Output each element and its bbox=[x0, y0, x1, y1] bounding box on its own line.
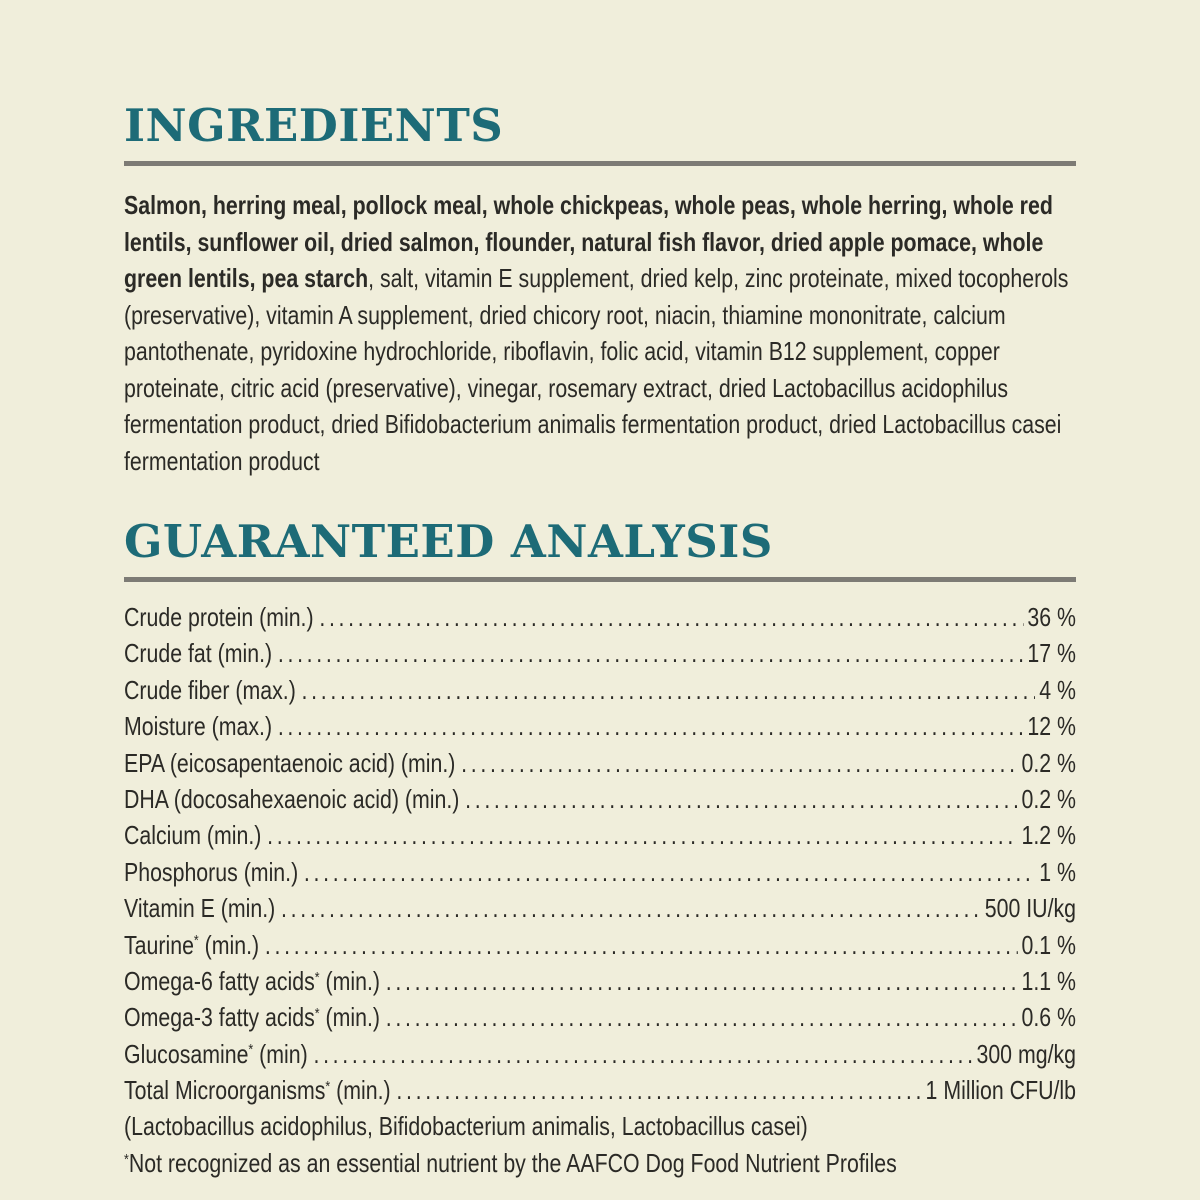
analysis-row bbox=[124, 817, 1076, 853]
analysis-row-label: EPA (eicosapentaenoic acid) (min.) bbox=[124, 747, 456, 778]
analysis-row-label: Omega-3 fatty acids* (min.) bbox=[124, 1002, 381, 1033]
dot-leader bbox=[278, 708, 1024, 745]
analysis-row-label: Taurine* (min.) bbox=[124, 929, 260, 960]
microorganisms-note: (Lactobacillus acidophilus, Bifidobacterium animalis, Lactobacillus casei) bbox=[124, 1111, 808, 1142]
analysis-row bbox=[124, 781, 1076, 817]
analysis-row-value: 36 % bbox=[1027, 602, 1077, 632]
analysis-row-value: 0.6 % bbox=[1021, 1002, 1077, 1033]
label-asterisk: * bbox=[248, 1041, 254, 1059]
analysis-row-label: Crude fat (min.) bbox=[124, 638, 273, 669]
analysis-row bbox=[124, 1072, 1076, 1108]
analysis-row bbox=[124, 672, 1076, 708]
label-asterisk: * bbox=[314, 968, 320, 986]
label-asterisk: * bbox=[325, 1077, 331, 1095]
analysis-row-value: 1 Million CFU/lb bbox=[925, 1075, 1077, 1106]
aafco-footnote-text: Not recognized as an essential nutrient by the AAFCO Dog Food Nutrient Profiles bbox=[128, 1147, 897, 1178]
analysis-row bbox=[124, 927, 1076, 963]
dot-leader bbox=[461, 745, 1017, 782]
dot-leader bbox=[265, 927, 1017, 964]
analysis-row-label: DHA (docosahexaenoic acid) (min.) bbox=[124, 783, 460, 814]
analysis-row-label: Glucosamine* (min) bbox=[124, 1038, 308, 1069]
dot-leader bbox=[465, 781, 1017, 818]
analysis-row-value: 1.2 % bbox=[1021, 820, 1077, 851]
dot-leader bbox=[278, 635, 1023, 672]
analysis-row-value: 0.2 % bbox=[1021, 747, 1077, 778]
analysis-row-label: Calcium (min.) bbox=[124, 820, 262, 851]
analysis-row-value: 1.1 % bbox=[1021, 965, 1077, 996]
label-asterisk: * bbox=[193, 932, 199, 950]
analysis-row-label: Vitamin E (min.) bbox=[124, 893, 276, 924]
analysis-row-value: 300 mg/kg bbox=[976, 1038, 1077, 1069]
ingredients-heading: INGREDIENTS bbox=[124, 99, 504, 152]
dot-leader bbox=[267, 817, 1017, 854]
analysis-row bbox=[124, 890, 1076, 926]
analysis-row-label: Omega-6 fatty acids* (min.) bbox=[124, 965, 381, 996]
analysis-row-value: 12 % bbox=[1027, 711, 1077, 742]
analysis-row bbox=[124, 599, 1076, 635]
analysis-table bbox=[124, 599, 1076, 1108]
analysis-row bbox=[124, 635, 1076, 671]
analysis-row-value: 0.1 % bbox=[1021, 929, 1077, 960]
analysis-row-value: 4 % bbox=[1039, 674, 1077, 705]
analysis-row-value: 1 % bbox=[1039, 856, 1077, 887]
footnote-asterisk: * bbox=[124, 1150, 129, 1168]
analysis-row bbox=[124, 963, 1076, 999]
dot-leader bbox=[319, 599, 1023, 636]
analysis-row bbox=[124, 745, 1076, 781]
aafco-footnote bbox=[124, 1145, 1076, 1181]
dot-leader bbox=[396, 1072, 921, 1109]
analysis-row bbox=[124, 999, 1076, 1035]
analysis-row bbox=[124, 1036, 1076, 1072]
analysis-row-value: 0.2 % bbox=[1021, 783, 1077, 814]
analysis-row-label: Crude fiber (max.) bbox=[124, 674, 296, 705]
dot-leader bbox=[302, 672, 1036, 709]
analysis-row bbox=[124, 854, 1076, 890]
ingredients-secondary-text: , salt, vitamin E supplement, dried kelp, zinc proteinate, mixed tocopherols (preservative), vitamin A supplement, dried chicory root, niacin, thiamine mononitrate, calcium pantothenate, pyridoxine hydrochloride, riboflavin, folic acid, vitamin B12 supplement, copper proteinate, citric acid (preservative), vinegar, rosemary extract, dried Lactobacillus acidophilus fermentation product, dried Bifidobacterium animalis fermentation product, dried Lactobacillus casei fermentation product bbox=[124, 263, 1069, 476]
guaranteed-analysis-heading: GUARANTEED ANALYSIS bbox=[124, 515, 773, 568]
analysis-row-label: Moisture (max.) bbox=[124, 711, 273, 742]
dot-leader bbox=[386, 999, 1018, 1036]
dot-leader bbox=[281, 890, 981, 927]
ingredients-section bbox=[124, 99, 1076, 479]
analysis-row-label: Crude protein (min.) bbox=[124, 602, 314, 632]
ingredients-divider bbox=[124, 161, 1076, 166]
analysis-footnotes bbox=[124, 1108, 1076, 1181]
ingredients-paragraph bbox=[124, 187, 1076, 479]
guaranteed-analysis-section bbox=[124, 515, 1077, 1181]
dot-leader bbox=[304, 854, 1035, 891]
analysis-row-value: 500 IU/kg bbox=[984, 893, 1077, 924]
analysis-row-label: Total Microorganisms* (min.) bbox=[124, 1075, 391, 1106]
label-asterisk: * bbox=[314, 1005, 320, 1023]
analysis-row bbox=[124, 708, 1076, 744]
guaranteed-analysis-divider bbox=[124, 577, 1076, 582]
analysis-row-label: Phosphorus (min.) bbox=[124, 856, 299, 887]
dot-leader bbox=[386, 963, 1018, 1000]
ingredients-primary-text: Salmon, herring meal, pollock meal, whole chickpeas, whole peas, whole herring, whole red lentils, sunflower oil, dried salmon, flounder, natural fish flavor, dried apple pomace, whole green lentils, pea starch bbox=[124, 190, 1053, 293]
dot-leader bbox=[313, 1036, 972, 1073]
analysis-row-value: 17 % bbox=[1027, 638, 1077, 669]
